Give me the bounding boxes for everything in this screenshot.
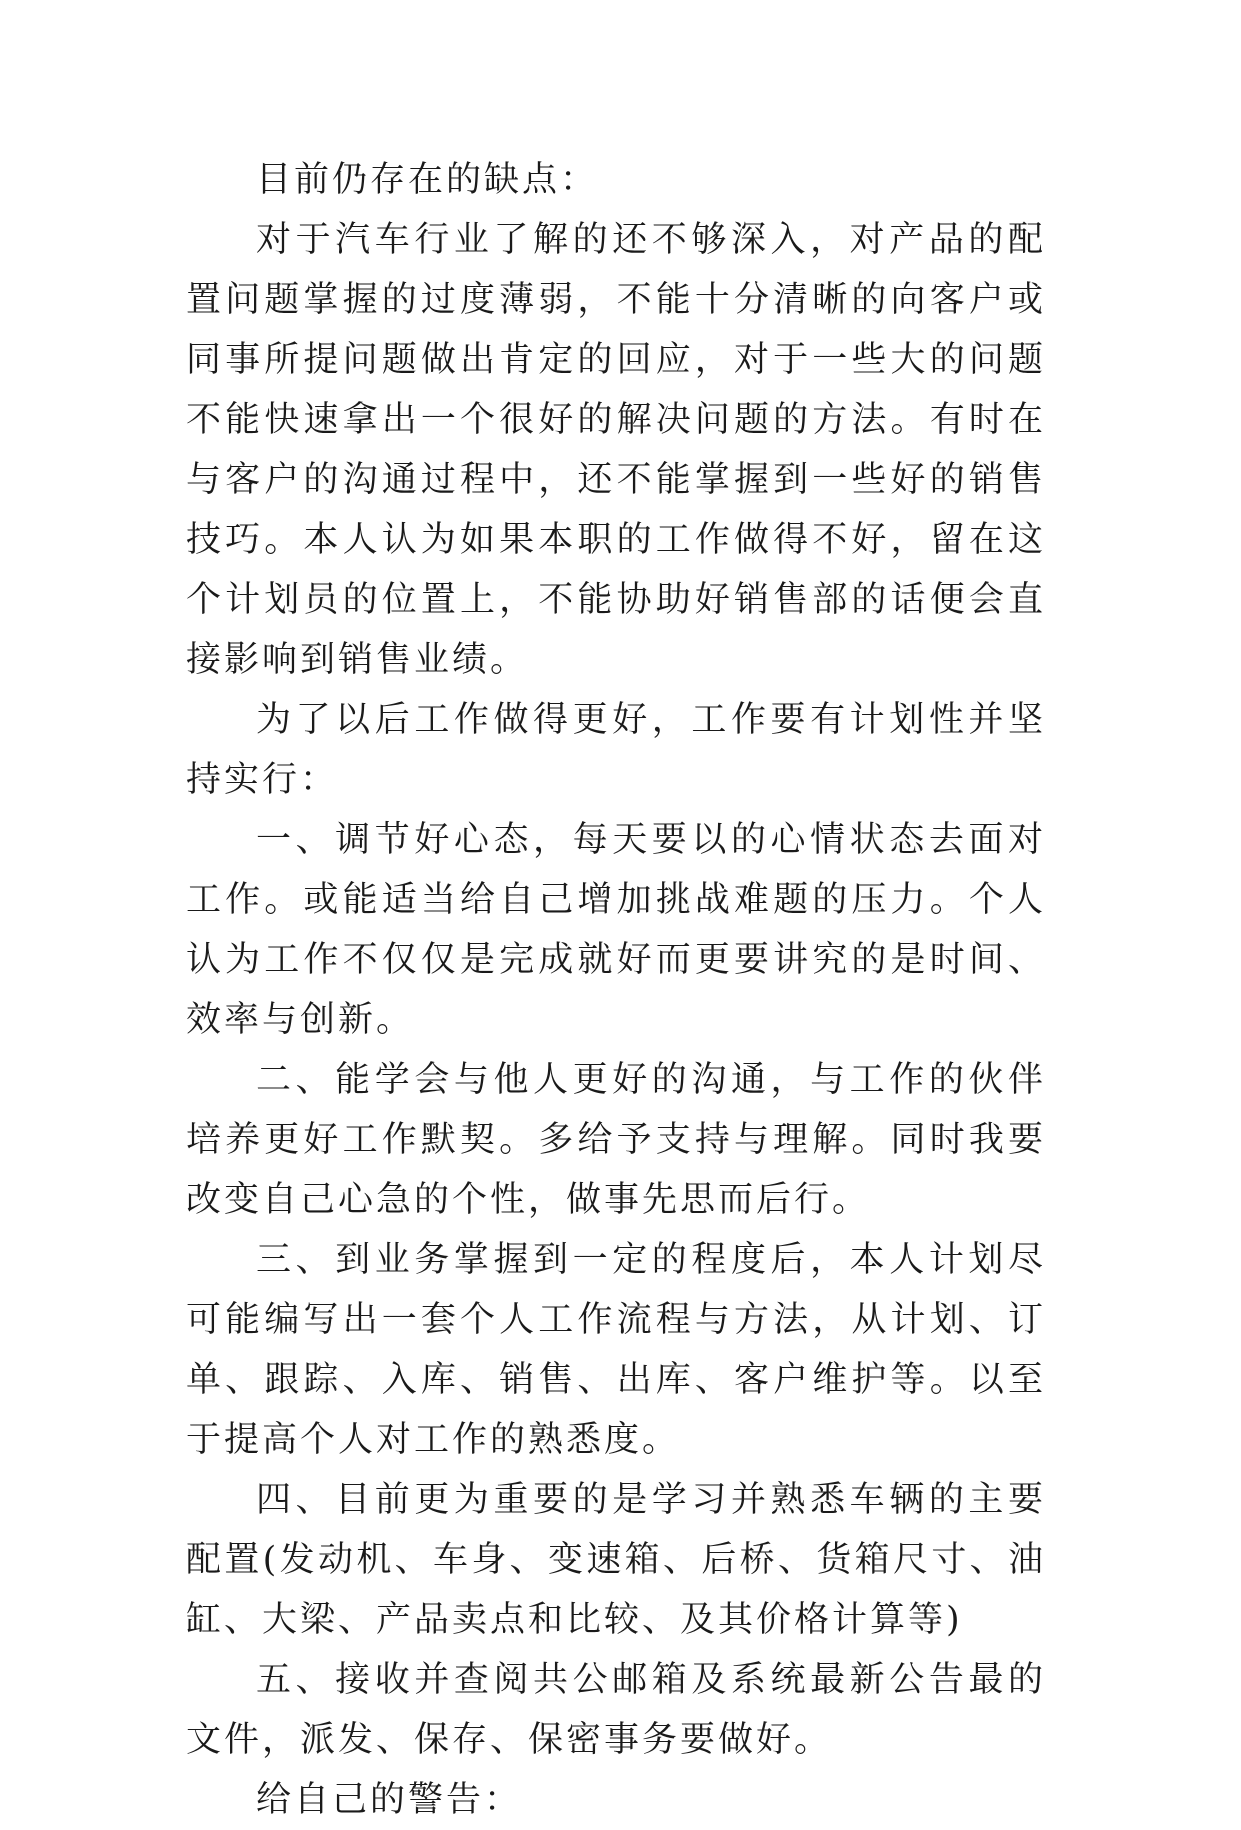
paragraph-warning-heading: 给自己的警告： (256, 1780, 523, 1820)
paragraph-plan-item-1: 一、调节好心态，每天要以的心情状态去面对工作。或能适当给自己增加挑战难题的压力。个人认为工作不仅仅是完成就好而更要讲究的是时间、效率与创新。 (186, 820, 1046, 1040)
paragraph-plan-item-3: 三、到业务掌握到一定的程度后，本人计划尽可能编写出一套个人工作流程与方法，从计划、订单、跟踪、入库、销售、出库、客户维护等。以至于提高个人对工作的熟悉度。 (186, 1240, 1046, 1460)
paragraph-plan-item-2: 二、能学会与他人更好的沟通，与工作的伙伴培养更好工作默契。多给予支持与理解。同时我要改变自己心急的个性，做事先思而后行。 (186, 1060, 1046, 1220)
document-page (186, 150, 1046, 1830)
paragraph-shortcomings-heading: 目前仍存在的缺点： (256, 160, 599, 200)
paragraph-shortcomings-body: 对于汽车行业了解的还不够深入，对产品的配置问题掌握的过度薄弱，不能十分清晰的向客户或同事所提问题做出肯定的回应，对于一些大的问题不能快速拿出一个很好的解决问题的方法。有时在与客户的沟通过程中，还不能掌握到一些好的销售技巧。本人认为如果本职的工作做得不好，留在这个计划员的位置上，不能协助好销售部的话便会直接影响到销售业绩。 (186, 220, 1046, 680)
paragraph-plan-item-5: 五、接收并查阅共公邮箱及系统最新公告最的文件，派发、保存、保密事务要做好。 (186, 1660, 1046, 1760)
paragraph-plan-intro: 为了以后工作做得更好，工作要有计划性并坚持实行： (186, 700, 1046, 800)
paragraph-plan-item-4: 四、目前更为重要的是学习并熟悉车辆的主要配置(发动机、车身、变速箱、后桥、货箱尺寸、油缸、大梁、产品卖点和比较、及其价格计算等) (186, 1480, 1046, 1640)
